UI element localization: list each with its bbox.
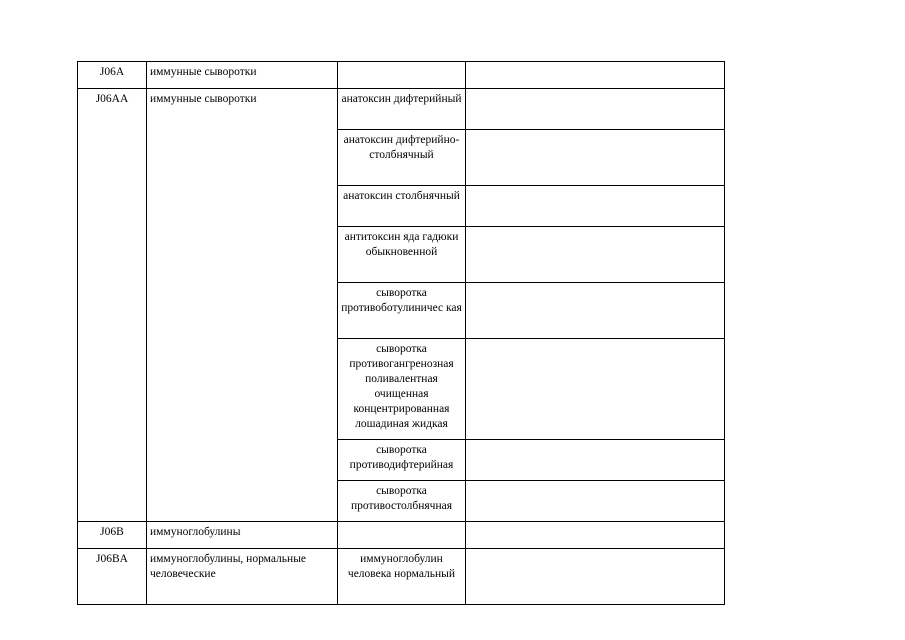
group-name-cell: иммуноглобулины, нормальные человеческие <box>147 549 338 605</box>
dosage-form-cell <box>466 339 725 440</box>
drug-cell <box>338 522 466 549</box>
drug-cell: антитоксин яда гадюки обыкновенной <box>338 227 466 283</box>
table-row <box>78 62 725 89</box>
dosage-form-cell <box>466 549 725 605</box>
drug-cell: иммуноглобулин человека нормальный <box>338 549 466 605</box>
drug-cell: анатоксин столбнячный <box>338 186 466 227</box>
atc-code-cell: J06A <box>78 62 147 89</box>
drug-cell: сыворотка противодифтерийная <box>338 440 466 481</box>
atc-code-cell: J06BA <box>78 549 147 605</box>
drug-cell: сыворотка противостолбнячная <box>338 481 466 522</box>
table-row <box>78 522 725 549</box>
group-name-cell: иммуноглобулины <box>147 522 338 549</box>
drug-cell: анатоксин дифтерийный <box>338 89 466 130</box>
dosage-form-cell <box>466 283 725 339</box>
table-row <box>78 89 725 130</box>
dosage-form-cell <box>466 481 725 522</box>
group-name-cell: иммунные сыворотки <box>147 89 338 522</box>
dosage-form-cell <box>466 440 725 481</box>
table-row <box>78 549 725 605</box>
drug-cell <box>338 62 466 89</box>
dosage-form-cell <box>466 89 725 130</box>
drug-cell: сыворотка противоботулиничес кая <box>338 283 466 339</box>
dosage-form-cell <box>466 62 725 89</box>
drug-cell: сыворотка противогангренозная поливалентная очищенная концентрированная лошадиная жидкая <box>338 339 466 440</box>
dosage-form-cell <box>466 227 725 283</box>
drug-classification-table <box>77 61 725 605</box>
dosage-form-cell <box>466 522 725 549</box>
drug-cell: анатоксин дифтерийно-столбнячный <box>338 130 466 186</box>
atc-code-cell: J06AA <box>78 89 147 522</box>
atc-code-cell: J06B <box>78 522 147 549</box>
group-name-cell: иммунные сыворотки <box>147 62 338 89</box>
dosage-form-cell <box>466 130 725 186</box>
dosage-form-cell <box>466 186 725 227</box>
